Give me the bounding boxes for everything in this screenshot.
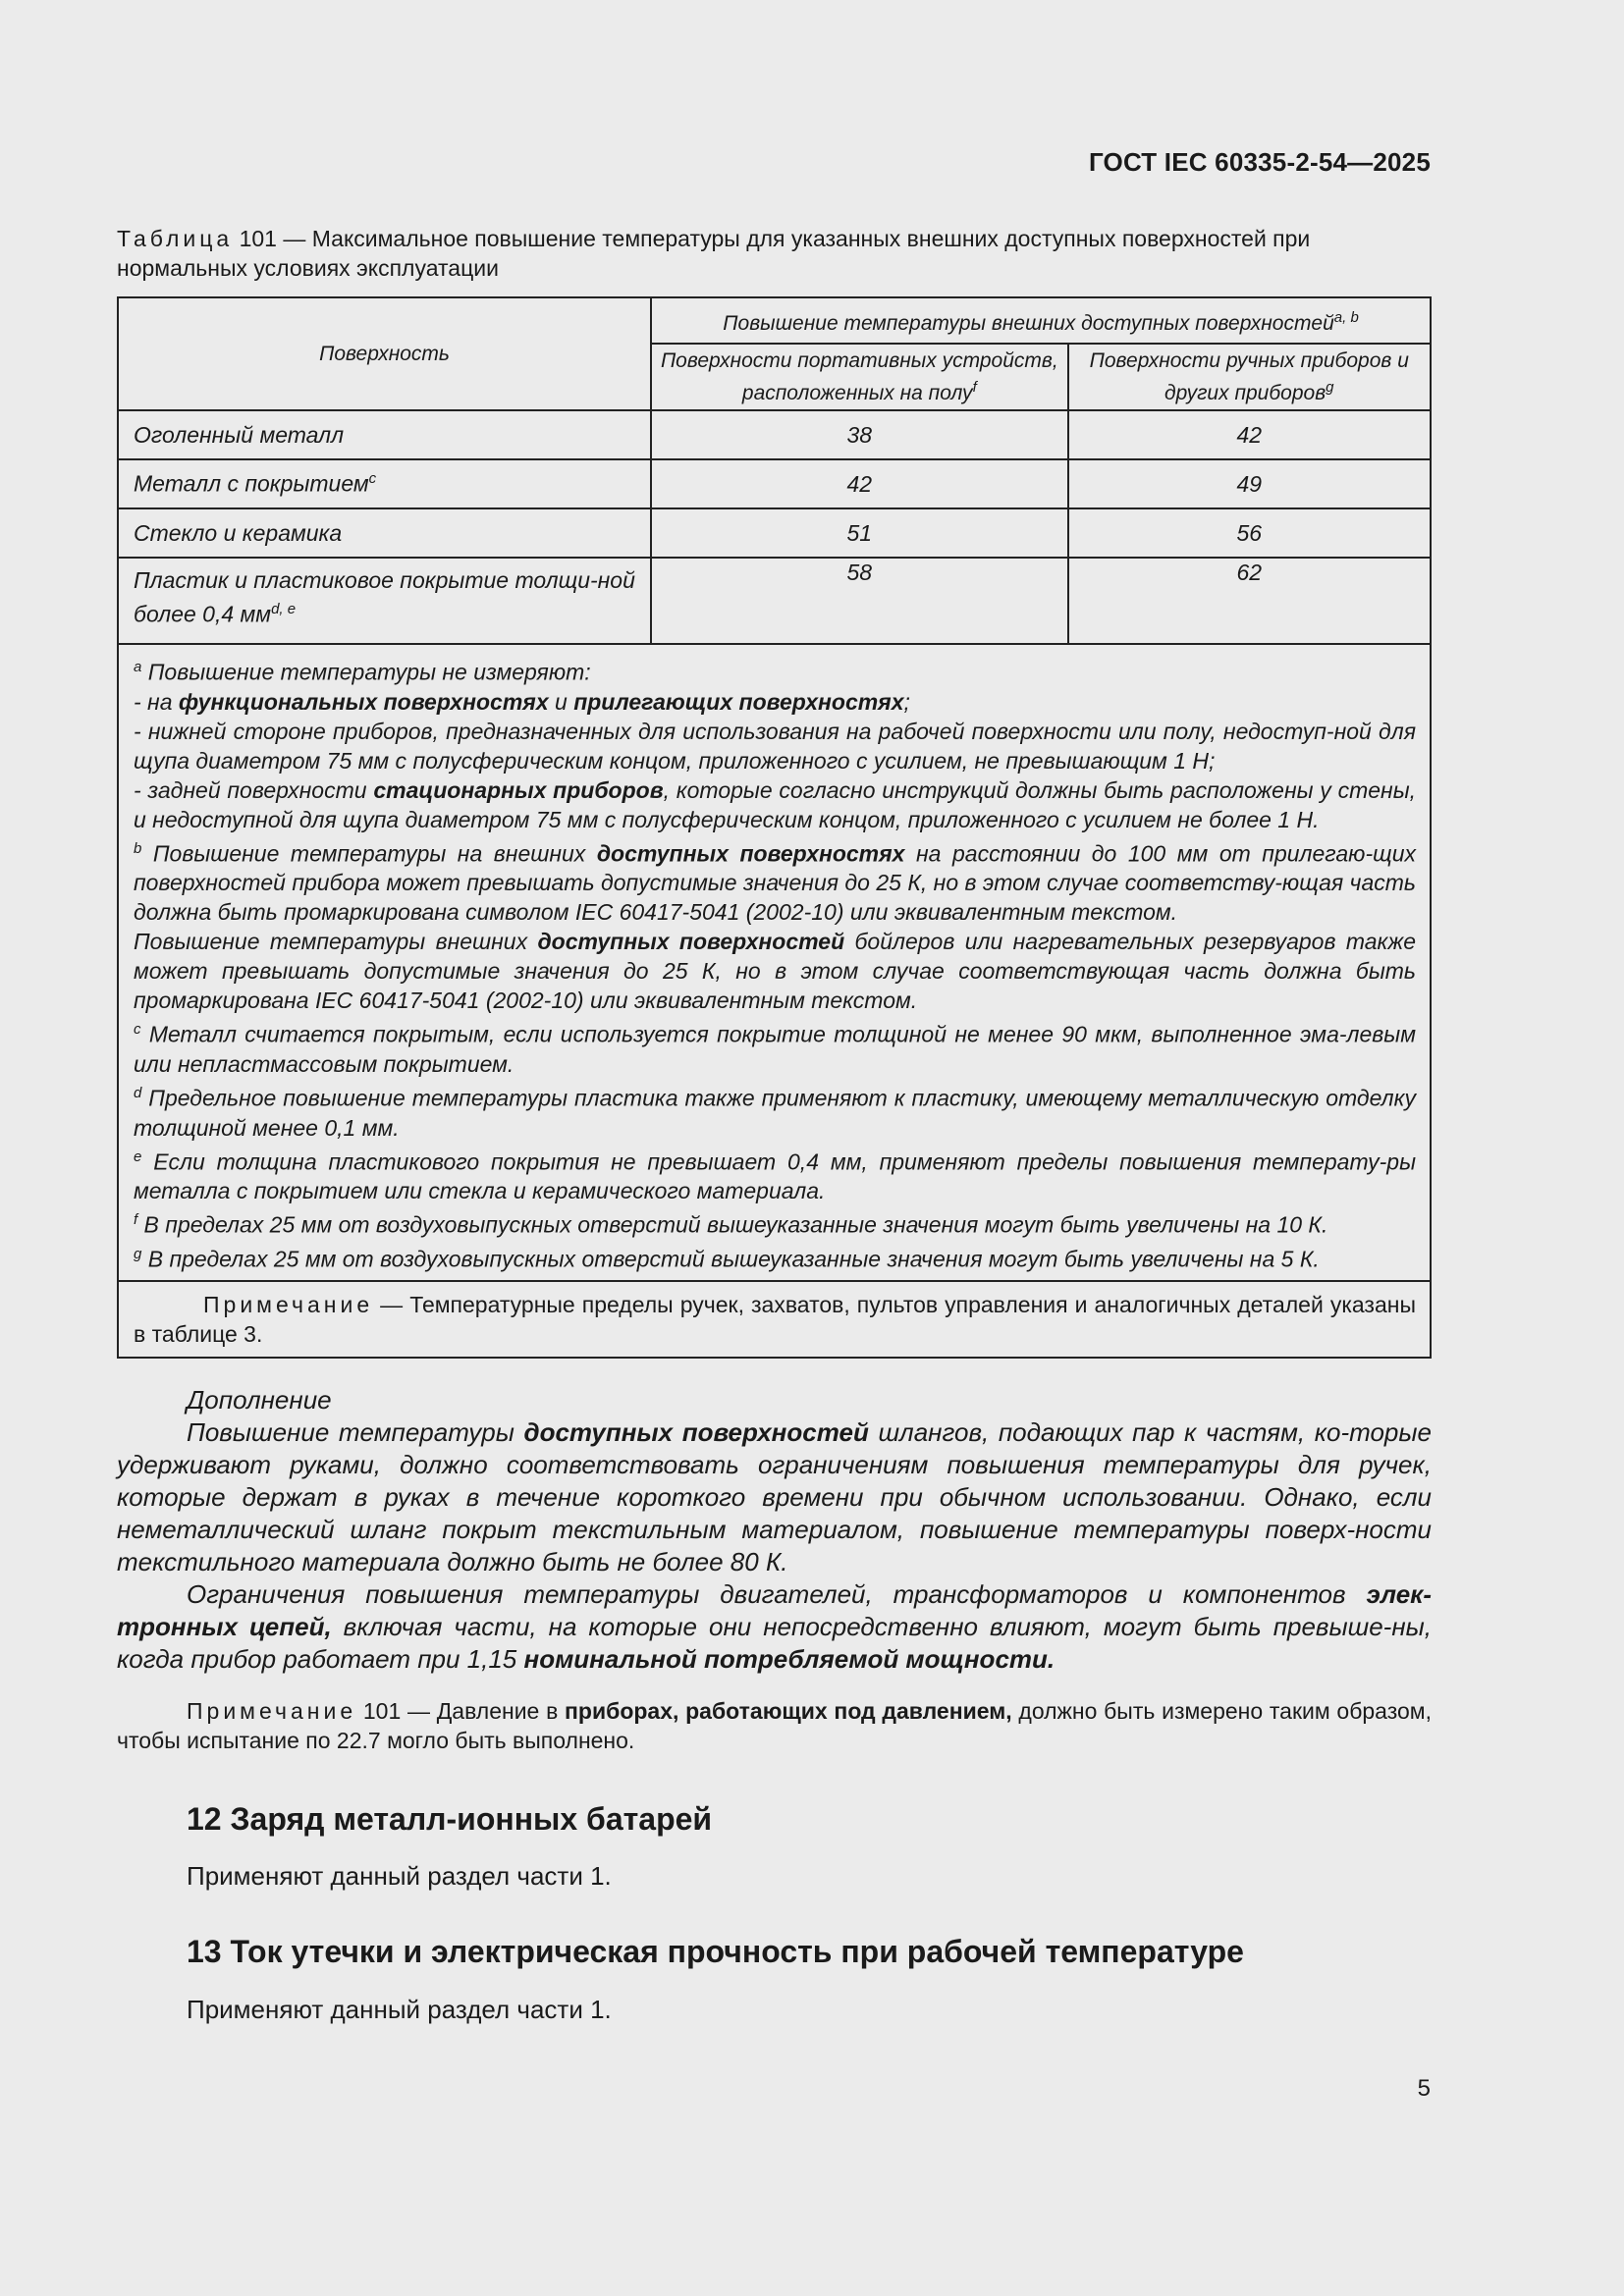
cell-handheld: 56 (1068, 508, 1431, 558)
cell-portable: 51 (651, 508, 1067, 558)
note-101: Примечание 101 — Давление в приборах, работающих под давлением, должно быть измерено таким образом, чтобы испытание по 22.7 могло быть выполнено. (117, 1698, 1432, 1753)
addition-paragraph: Повышение температуры доступных поверхностей шлангов, подающих пар к частям, ко-торые удерживают руками, должно соответствовать ограничениям повышения температуры для ручек, которые держат в руках в течение короткого времени при обычном использовании. Однако, если неметаллический шланг покрыт текстильным материалом, повышение температуры поверх-ности текстильного материала должно быть не более 80 К. (117, 1417, 1432, 1576)
footnote-a-item: - на функциональных поверхностях и прилегающих поверхностях; (134, 688, 910, 715)
footnote-d: $^d$ Предельное повышение температуры пластика также применяют к пластику, имеющему металлическую отделку толщиной менее 0,1 мм. (134, 1084, 1416, 1141)
footnote-f: $^f$ В пределах 25 мм от воздуховыпускных отверстий вышеуказанные значения могут быть увеличены на 10 К. (134, 1211, 1328, 1238)
cell-surface: Металл с покрытием$^c$ (118, 459, 651, 508)
table-footnotes (118, 644, 1431, 1281)
cell-handheld: 42 (1068, 410, 1431, 459)
table-row (118, 558, 1431, 644)
cell-surface: Оголенный металл (118, 410, 651, 459)
cell-surface: Пластик и пластиковое покрытие толщи-ной более 0,4 мм$^{d, e}$ (118, 558, 651, 644)
cell-portable: 58 (651, 558, 1067, 644)
cell-handheld: 62 (1068, 558, 1431, 644)
footnote-g: $^g$ В пределах 25 мм от воздуховыпускных отверстий вышеуказанные значения могут быть увеличены на 5 К. (134, 1245, 1320, 1272)
table-note (118, 1281, 1431, 1358)
table-row (118, 459, 1431, 508)
footnote-b: $^b$ Повышение температуры на внешних доступных поверхностях на расстоянии до 100 мм от прилегаю-щих поверхностей прибора может превышать допустимые значения до 25 К, но в этом случае соответству-ющая часть должна быть промаркирована символом IEC 60417-5041 (2002-10) или эквивалентным текстом. (134, 839, 1417, 926)
footnote-a-item: - задней поверхности стационарных приборов, которые согласно инструкций должны быть расположены у стены, и недоступной для щупа диаметром 75 мм с полусферическим концом, приложенного с усилием не более 1 Н. (134, 776, 1417, 832)
section-12-heading: 12 Заряд металл-ионных батарей (187, 1801, 713, 1837)
cell-surface: Стекло и керамика (118, 508, 651, 558)
table-note-text: — Температурные пределы ручек, захватов, пультов управления и аналогичных деталей указаны в таблице 3. (134, 1291, 1416, 1347)
header-portable: Поверхности портативных устройств, расположенных на полу$^f$ (651, 344, 1067, 410)
footnote-b-continued: Повышение температуры внешних доступных поверхностей бойлеров или нагревательных резервуаров также может превышать допустимые значения до 25 К, но в этом случае соответствующая часть должна быть промаркирована IEC 60417-5041 (2002-10) или эквивалентным текстом. (134, 929, 1416, 1014)
addition-paragraph: Ограничения повышения температуры двигателей, трансформаторов и компонентов элек-тронных цепей, включая части, на которые они непосредственно влияют, могут быть превыше-ны, когда прибор работает при 1,15 номинальной потребляемой мощности. (117, 1579, 1432, 1674)
footnote-e: $^e$ Если толщина пластикового покрытия не превышает 0,4 мм, применяют пределы повышения температу-ры металла с покрытием или стекла и керамического материала. (134, 1148, 1416, 1204)
section-12-text: Применяют данный раздел части 1. (187, 1861, 612, 1891)
table-note-label: Примечание (203, 1291, 374, 1317)
table-caption (117, 224, 1432, 283)
table-caption-text: 101 — Максимальное повышение температуры для указанных внешних доступных поверхностей при нормальных условиях эксплуатации (117, 226, 1311, 281)
addition-block (117, 1384, 1432, 1676)
header-surface: Поверхность (118, 297, 651, 410)
footnote-c: $^c$ Металл считается покрытым, если используется покрытие толщиной не менее 90 мкм, выполненное эма-левым или непластмассовым покрытием. (134, 1021, 1416, 1077)
table-row (118, 508, 1431, 558)
addition-title: Дополнение (187, 1385, 332, 1415)
header-handheld: Поверхности ручных приборов и других приборов$^g$ (1068, 344, 1431, 410)
footnote-a-item: - нижней стороне приборов, предназначенных для использования на рабочей поверхности или полу, недоступ-ной для щупа диаметром 75 мм с полусферическим концом, приложенного с усилием, не превышающим 1 Н; (134, 718, 1416, 774)
header-temperature-rise: Повышение температуры внешних доступных поверхностей$^{a, b}$ (651, 297, 1431, 344)
cell-portable: 38 (651, 410, 1067, 459)
section-13-heading: 13 Ток утечки и электрическая прочность при рабочей температуре (187, 1934, 1244, 1969)
document-header: ГОСТ IEC 60335-2-54—2025 (1088, 147, 1431, 177)
table-caption-label: Таблица (117, 226, 234, 251)
table-row (118, 410, 1431, 459)
cell-portable: 42 (651, 459, 1067, 508)
section-13-text: Применяют данный раздел части 1. (187, 1995, 612, 2024)
footnote-a: $^a$ Повышение температуры не измеряют: (134, 659, 591, 685)
page-number: 5 (1417, 2075, 1431, 2102)
cell-handheld: 49 (1068, 459, 1431, 508)
temperature-rise-table (117, 296, 1432, 1359)
